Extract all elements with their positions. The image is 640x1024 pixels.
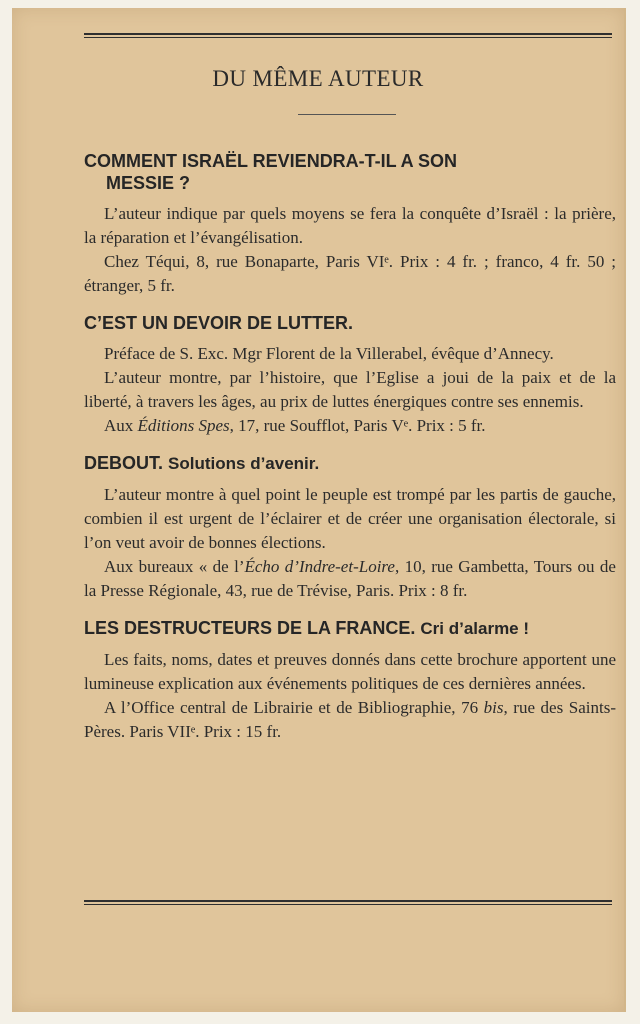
book-description: L’auteur montre, par l’histoire, que l’Eglise a joui de la paix et de la liberté, à travers les âges, au prix de luttes énergiques contre ses ennemis. [84,368,616,411]
book-publisher-info [84,414,616,438]
book-title [84,452,616,475]
publisher-name: Éditions Spes [137,416,230,435]
top-double-rule [84,33,612,38]
book-publisher-info: Chez Téqui, 8, rue Bonaparte, Paris VIᵉ. Prix : 4 fr. ; franco, 4 fr. 50 ; étranger, 5 fr. [84,252,616,295]
page-title: DU MÊME AUTEUR [212,66,424,91]
book-entry-israel [84,150,616,298]
book-subtitle: Cri d’alarme ! [420,619,530,638]
book-title-line2: MESSIE ? [106,173,191,193]
bottom-double-rule [84,900,612,905]
book-subtitle: Solutions d’avenir. [168,454,320,473]
publisher-suffix: , 17, rue Soufflot, Paris Vᵉ. Prix : 5 fr. [229,416,486,435]
book-description: L’auteur montre à quel point le peuple est trompé par les partis de gauche, combien il est urgent de l’éclairer et de créer une organisation électorale, si l’on veut avoir de bonnes élections. [84,485,616,552]
title-separator [298,114,396,115]
book-list [84,150,616,758]
book-title-main: LES DESTRUCTEURS DE LA FRANCE. [84,618,416,638]
publisher-name: Écho d’Indre-et-Loire [244,557,395,576]
book-title: C’EST UN DEVOIR DE LUTTER. [84,313,354,333]
publisher-name: bis [483,698,504,717]
book-title-line1: COMMENT ISRAËL REVIENDRA-T-IL A SON [84,151,458,171]
book-entry-lutter [84,312,616,438]
book-title [84,617,616,640]
book-entry-debout [84,452,616,603]
publisher-prefix: A l’Office central de Librairie et de Bibliographie, 76 [104,698,484,717]
book-title-main: DEBOUT. [84,453,164,473]
publisher-prefix: Aux [104,416,138,435]
book-entry-destructeurs [84,617,616,744]
book-description: Les faits, noms, dates et preuves donnés dans cette brochure apportent une lumineuse explication aux événements politiques de ces dernières années. [84,650,616,693]
publisher-suffix: , 10, rue Gambetta, Tours ou de la Presse Régionale, 43, rue de Trévise, Paris. Prix : 8 fr. [84,557,616,600]
book-title [84,150,616,194]
book-publisher-info [84,696,616,744]
book-publisher-info [84,555,616,603]
publisher-suffix: , rue des Saints-Pères. Paris VIIᵉ. Prix : 15 fr. [84,698,616,741]
book-preface-note: Préface de S. Exc. Mgr Florent de la Villerabel, évêque d’Annecy. [104,344,554,363]
publisher-prefix: Aux bureaux « de l’ [104,557,245,576]
book-description: L’auteur indique par quels moyens se fera la conquête d’Israël : la prière, la réparation et l’évangélisation. [84,204,616,247]
printed-page [12,8,626,1012]
